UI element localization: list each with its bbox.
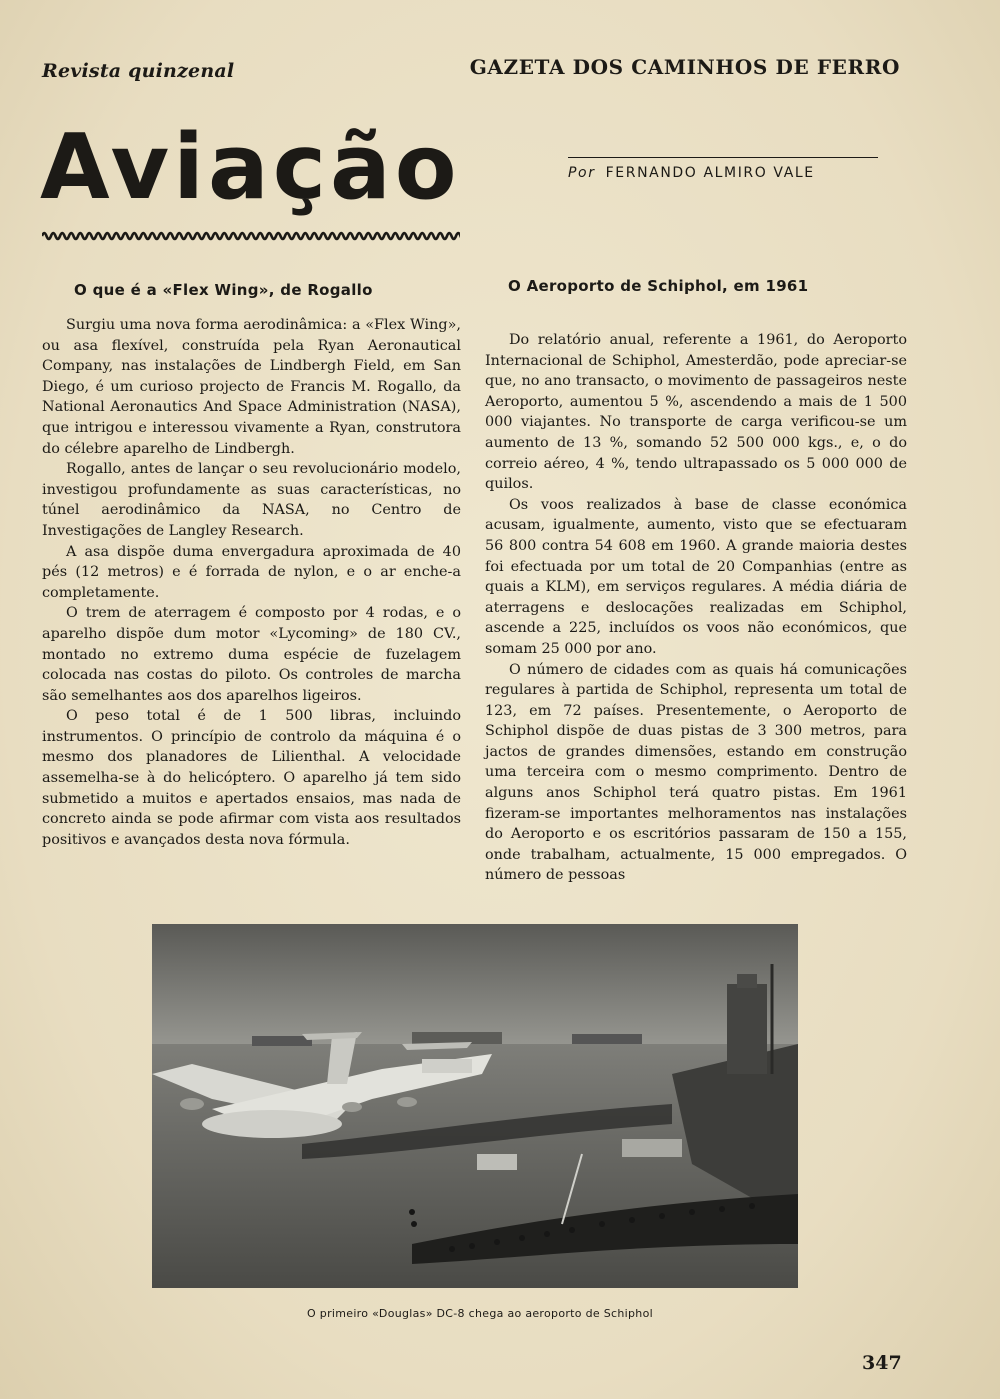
paragraph: Do relatório anual, referente a 1961, do Aeroporto Internacional de Schiphol, Amesterdão, pode apreciar-se que, no ano transacto, o movimento de passageiros neste Aeroporto, aumentou 5 %, ascendendo a mais de 1 500 000 viajantes. No transporte de carga verificou-se um aumento de 13 %, somando 52 500 000 kgs., e, o do correio aéreo, 4 %, tendo ultrapassado os 5 000 000 de quilos. [485,332,907,493]
header-publication-frequency: Revista quinzenal [42,60,235,82]
paragraph: O número de cidades com as quais há comunicações regulares à partida de Schiphol, representa um total de 123, em 72 países. Presentemente, o Aeroporto de Schiphol dispõe de duas pistas de 3 300 metros, para jactos de grandes dimensões, estando em construção uma terceira com o mesmo comprimento. Dentro de alguns anos Schiphol terá quatro pistas. Em 1961 fizeram-se importantes melhoramentos nas instalações do Aeroporto e os escritórios passaram de 150 a 155, onde trabalham, actualmente, 15 000 empregados. O número de pessoas [485,661,907,884]
header-magazine-name: GAZETA DOS CAMINHOS DE FERRO [469,55,900,79]
page-number: 347 [862,1352,902,1374]
paragraph: Rogallo, antes de lançar o seu revolucionário modelo, investigou profundamente as suas características, no túnel aerodinâmico da NASA, no Centro de Investigações de Langley Research. [42,461,461,539]
right-article-body [485,330,907,886]
byline [568,165,878,181]
photo-caption: O primeiro «Douglas» DC-8 chega ao aeroporto de Schiphol [307,1307,653,1320]
left-article-body [42,315,461,850]
airport-photo [152,924,798,1288]
paragraph: Os voos realizados à base de classe económica acusam, igualmente, aumento, visto que se efectuaram 56 800 contra 54 608 em 1960. A grande maioria destes foi efectuada por um total de 20 Companhias (entre as quais a KLM), em serviços regulares. A média diária de aterragens e deslocações realizadas em Schiphol, ascende a 225, incluídos os voos não económicos, que somam 25 000 por ano. [485,496,907,657]
decorative-wave-rule [42,227,460,245]
paragraph: A asa dispõe duma envergadura aproximada de 40 pés (12 metros) e é forrada de nylon, e o ar enche-a completamente. [42,543,461,601]
byline-author: FERNANDO ALMIRO VALE [605,165,815,181]
left-article-heading: O que é a «Flex Wing», de Rogallo [74,281,373,299]
byline-prefix: Por [568,165,596,181]
right-article-heading: O Aeroporto de Schiphol, em 1961 [508,277,809,295]
paragraph: O trem de aterragem é composto por 4 rodas, e o aparelho dispõe dum motor «Lycoming» de 180 CV., montado no extremo duma espécie de fuzelagem colocada nas costas do piloto. Os controles de marcha são semelhantes aos dos aparelhos ligeiros. [42,605,461,704]
page-title: Aviação [40,115,461,220]
byline-rule [568,157,878,158]
paragraph: O peso total é de 1 500 libras, incluindo instrumentos. O princípio de controlo da máquina é o mesmo dos planadores de Lilienthal. A velocidade assemelha-se à do helicóptero. O aparelho já tem sido submetido a muitos e apertados ensaios, mas nada de concreto ainda se pode afirmar com vista aos resultados positivos e avançados desta nova fórmula. [42,708,461,848]
airport-photo-illustration [152,924,798,1288]
paragraph: Surgiu uma nova forma aerodinâmica: a «Flex Wing», ou asa flexível, construída pela Ryan Aeronautical Company, nas instalações de Lindbergh Field, em San Diego, é um curioso projecto de Francis M. Rogallo, da National Aeronautics And Space Administration (NASA), que intrigou e interessou vivamente a Ryan, construtora do célebre aparelho de Lindbergh. [42,317,461,457]
